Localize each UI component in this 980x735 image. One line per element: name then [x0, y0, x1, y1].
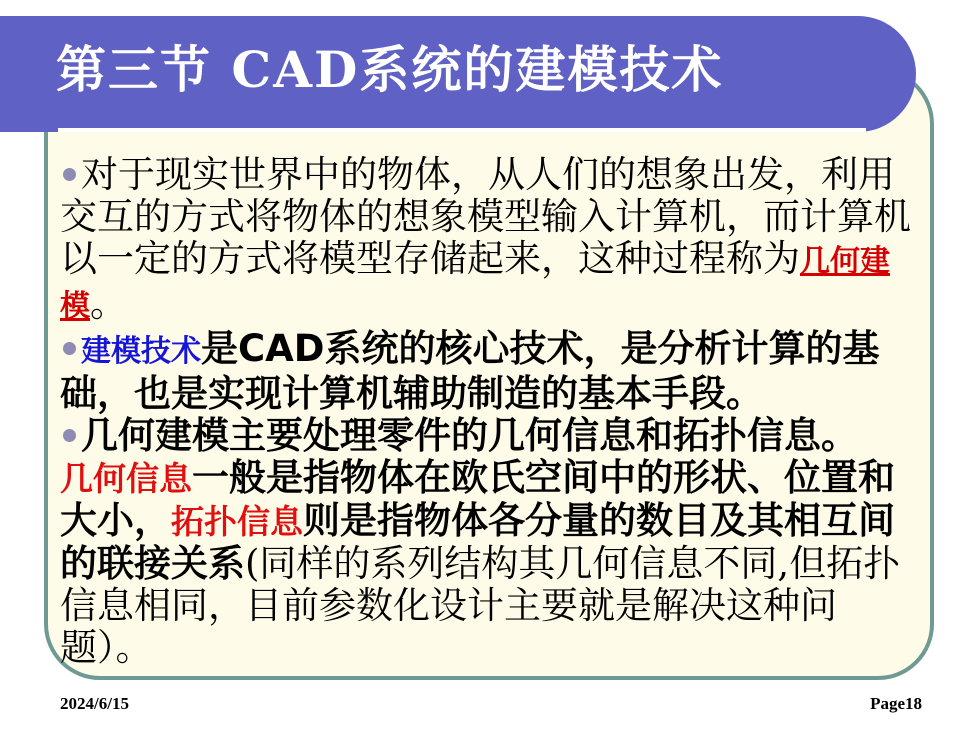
slide-date: 2024/6/15 — [60, 694, 129, 713]
term-geometric-modeling: 几何建模 — [60, 244, 890, 324]
paragraph-information-types — [60, 415, 920, 669]
bullet-icon — [63, 429, 76, 442]
paragraph-modeling-technology — [60, 328, 920, 415]
slide-body — [60, 154, 920, 669]
title-underline — [58, 128, 866, 132]
term-geometric-information: 几何信息 — [60, 459, 192, 498]
title-banner — [0, 16, 916, 132]
bullet-icon — [63, 168, 76, 181]
paragraph-modeling-definition — [60, 154, 920, 328]
page-number: Page18 — [870, 694, 922, 713]
paragraph2-text: 是CAD系统的核心技术，是分析计算的基础，也是实现计算机辅助制造的基本手段。 — [60, 327, 880, 415]
paragraph3-note: (同样的系列结构其几何信息不同,但拓扑信息相同，目前参数化设计主要就是解决这种问题）。 — [60, 542, 901, 669]
bullet-icon — [63, 342, 76, 355]
paragraph3-text2: 则是指物体各分量的数目及其相互间的联接关系 — [60, 499, 895, 585]
slide-title: 第三节 CAD系统的建模技术 — [56, 40, 724, 99]
paragraph3-text1: 一般是指物体在欧氏空间中的形状、位置和大小， — [60, 456, 895, 542]
paragraph1-end: 。 — [90, 282, 127, 325]
term-modeling-technology: 建模技术 — [81, 334, 201, 369]
term-topological-information: 拓扑信息 — [171, 502, 303, 541]
paragraph3-line1: 几何建模主要处理零件的几何信息和拓扑信息。 — [81, 414, 858, 457]
paragraph1-text: 对于现实世界中的物体，从人们的想象出发，利用交互的方式将物体的想象模型输入计算机，而计算机以一定的方式将模型存储起来，这种过程称为 — [60, 153, 911, 280]
